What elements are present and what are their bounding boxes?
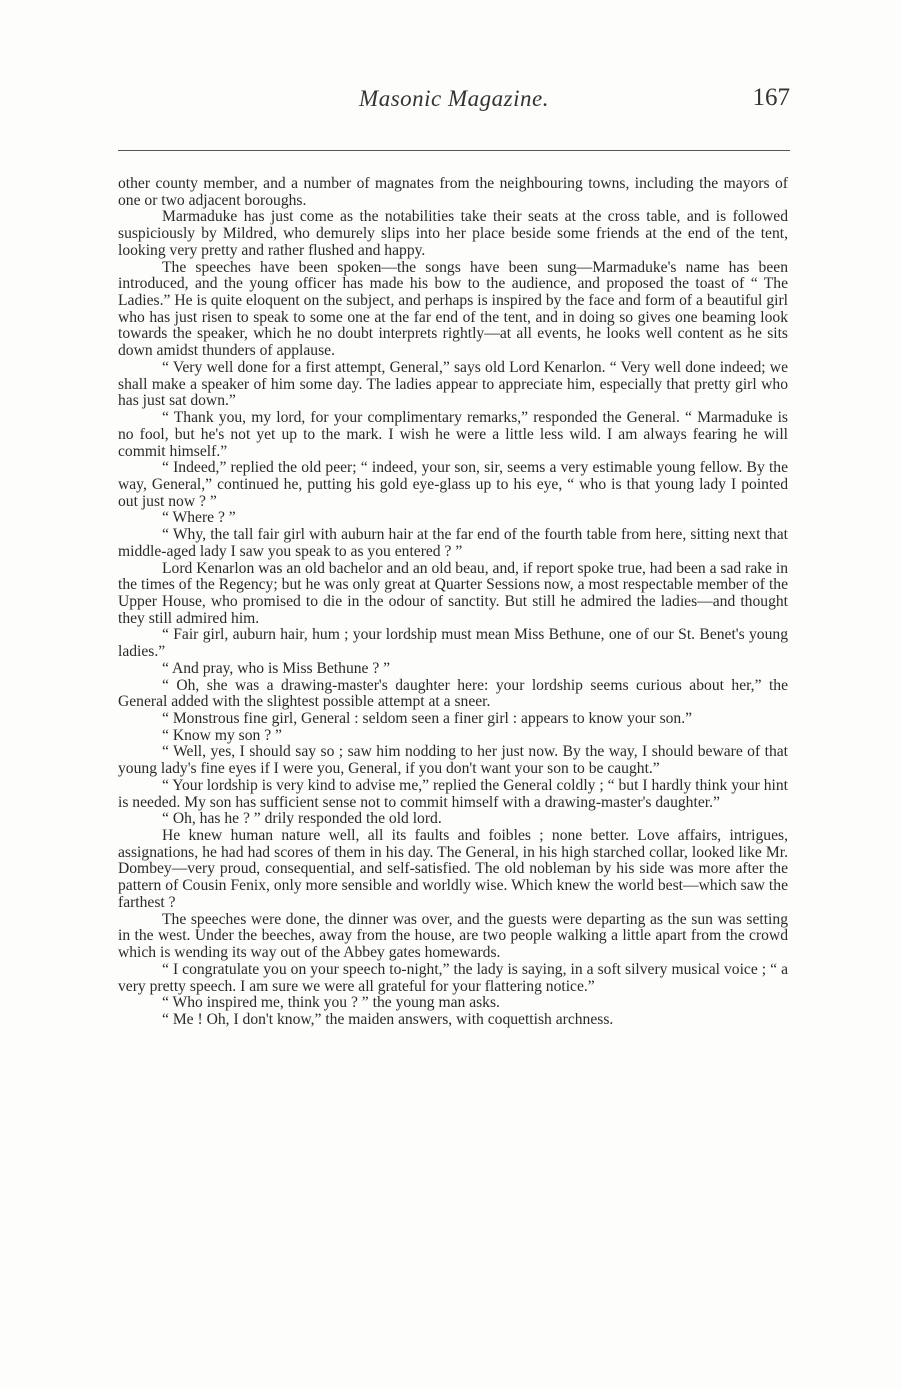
- page-number: 167: [752, 84, 790, 111]
- paragraph: “ Indeed,” replied the old peer; “ indeed, your son, sir, seems a very estimable young fellow. By the way, General,” continued he, putting his gold eye-glass up to his eye, “ who is that young lady I pointed out just now ? ”: [118, 459, 788, 510]
- paragraph: “ Fair girl, auburn hair, hum ; your lordship must mean Miss Bethune, one of our St. Benet's young ladies.”: [118, 626, 788, 661]
- paragraph: other county member, and a number of magnates from the neighbouring towns, including the mayors of one or two adjacent boroughs.: [118, 175, 788, 209]
- paragraph: “ Where ? ”: [162, 509, 236, 527]
- paragraph: “ Why, the tall fair girl with auburn hair at the far end of the fourth table from here, sitting next that middle-aged lady I saw you speak to as you entered ? ”: [118, 526, 788, 560]
- page-header: [118, 86, 790, 126]
- paragraph: “ Very well done for a first attempt, General,” says old Lord Kenarlon. “ Very well done indeed; we shall make a speaker of him some day. The ladies appear to appreciate him, especially that pretty girl who has just sat down.”: [118, 358, 788, 410]
- running-title: Masonic Magazine.: [359, 86, 549, 111]
- paragraph: “ Oh, has he ? ” drily responded the old lord.: [162, 810, 442, 828]
- paragraph: “ Oh, she was a drawing-master's daughter here: your lordship seems curious about her,” the General added with the slightest possible attempt at a sneer.: [118, 676, 788, 711]
- paragraph: “ Well, yes, I should say so ; saw him nodding to her just now. By the way, I should beware of that young lady's fine eyes if I were you, General, if you don't want your son to be caught.”: [118, 743, 788, 778]
- paragraph: “ I congratulate you on your speech to-night,” the lady is saying, in a soft silvery musical voice ; “ a very pretty speech. I am sure we were all grateful for your flattering notice.”: [118, 960, 788, 995]
- paragraph: Marmaduke has just come as the notabilities take their seats at the cross table, and is followed suspiciously by Mildred, who demurely slips into her place beside some friends at the end of the tent, looking very pretty and rather flushed and happy.: [118, 208, 788, 259]
- paragraph: Lord Kenarlon was an old bachelor and an old beau, and, if report spoke true, had been a sad rake in the times of the Regency; but he was only great at Quarter Sessions now, a most respectable member of the Upper House, who promised to die in the odour of sanctity. But still he admired the ladies—and thought they still admired him.: [118, 559, 788, 627]
- paragraph: He knew human nature well, all its faults and foibles ; none better. Love affairs, intrigues, assignations, he had had scores of them in his day. The General, in his high starched collar, looked like Mr. Dombey—very proud, consequential, and self-satisfied. The old nobleman by his side was more after the pattern of Cousin Fenix, only more sensible and worldly wise. Which knew the world best—which saw the farthest ?: [118, 827, 788, 911]
- header-rule: [118, 150, 790, 151]
- paragraph: “ Thank you, my lord, for your complimentary remarks,” responded the General. “ Marmaduke is no fool, but he's not yet up to the mark. I wish he were a little less wild. I am always fearing he will commit himself.”: [118, 409, 788, 460]
- paragraph: The speeches were done, the dinner was over, and the guests were departing as the sun was setting in the west. Under the beeches, away from the house, are two people walking a little apart from the crowd which is wending its way out of the Abbey gates homewards.: [118, 910, 788, 962]
- paragraph: “ Your lordship is very kind to advise me,” replied the General coldly ; “ but I hardly think your hint is needed. My son has sufficient sense not to commit himself with a drawing-master's daughter.”: [118, 776, 788, 811]
- paragraph: “ And pray, who is Miss Bethune ? ”: [162, 659, 391, 677]
- paragraph: “ Monstrous fine girl, General : seldom seen a finer girl : appears to know your son.”: [162, 710, 693, 727]
- paragraph: The speeches have been spoken—the songs have been sung—Marmaduke's name has been introduced, and the young officer has made his bow to the audience, and proposed the toast of “ The Ladies.” He is quite eloquent on the subject, and perhaps is inspired by the face and form of a beautiful girl who has just risen to speak to some one at the far end of the tent, and in doing so gives one beaming look towards the speaker, which he no doubt interprets rightly—at all events, he looks well content as he sits down amidst thunders of applause.: [118, 258, 788, 360]
- paragraph: “ Who inspired me, think you ? ” the young man asks.: [162, 994, 500, 1012]
- paragraph: “ Me ! Oh, I don't know,” the maiden answers, with coquettish archness.: [162, 1010, 614, 1028]
- article-body: [118, 176, 788, 1029]
- paragraph: “ Know my son ? ”: [162, 726, 282, 744]
